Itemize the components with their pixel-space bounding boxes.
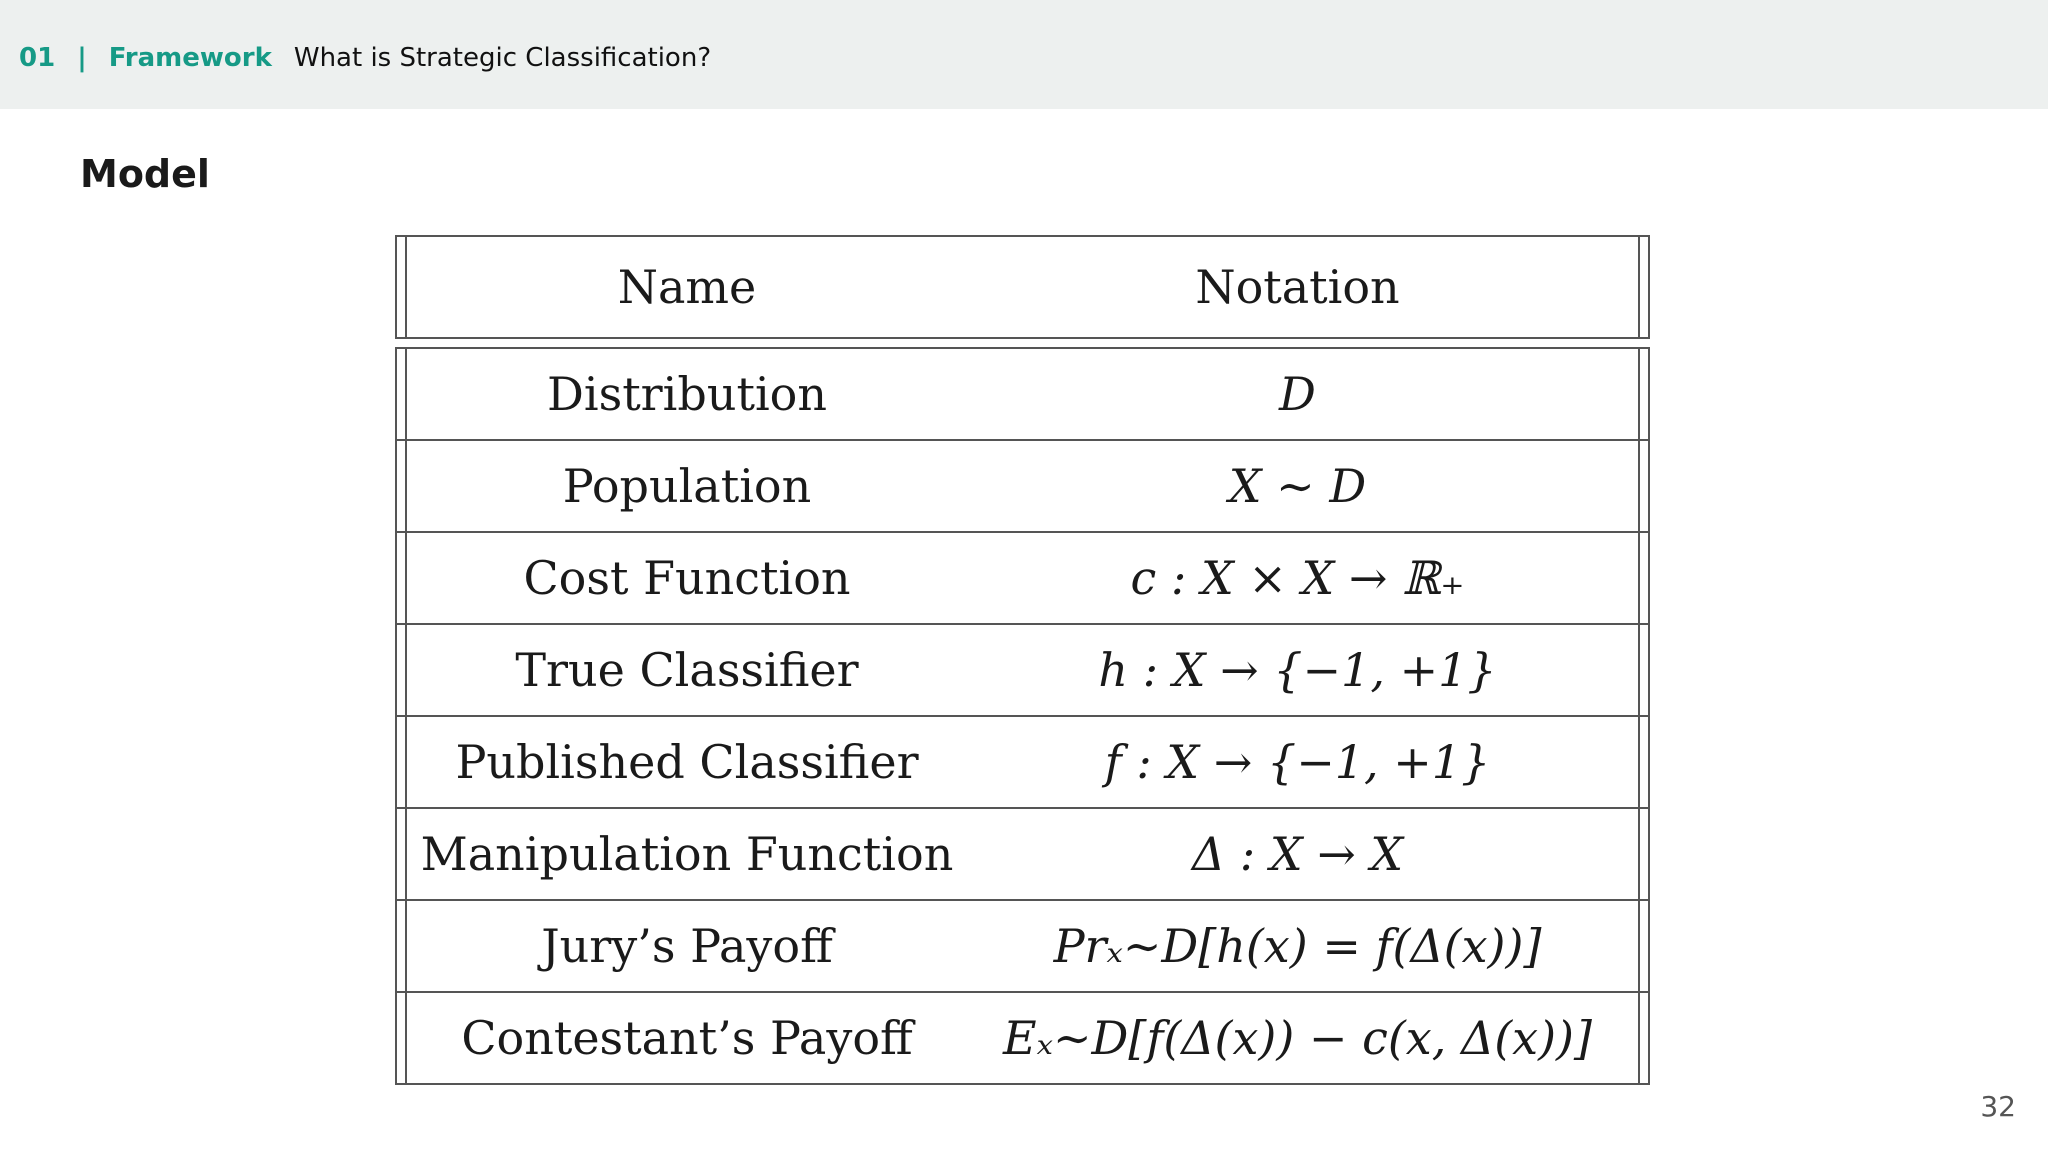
breadcrumb [19, 40, 711, 76]
row-notation: h : X → {−1, +1} [1098, 643, 1497, 697]
section-number: 01 [19, 43, 56, 73]
row-notation: Δ : X → X [1191, 827, 1404, 881]
table-row [397, 807, 1648, 899]
column-header-name: Name [617, 260, 757, 314]
row-name: Cost Function [523, 551, 851, 605]
section-separator: | [77, 43, 87, 73]
row-notation: Prₓ∼D[h(x) = f(Δ(x))] [1053, 919, 1542, 973]
row-name: Jury’s Payoff [541, 919, 833, 973]
row-name: Distribution [547, 367, 827, 421]
notation-table [395, 235, 1650, 1085]
row-notation: f : X → {−1, +1} [1104, 735, 1491, 789]
table-row [397, 531, 1648, 623]
row-notation: X ∼ D [1228, 459, 1367, 513]
row-notation: c : X × X → ℝ₊ [1130, 551, 1465, 605]
table-header-row [397, 237, 1648, 337]
row-notation: Eₓ∼D[f(Δ(x)) − c(x, Δ(x))] [1003, 1011, 1592, 1065]
row-name: True Classifier [515, 643, 859, 697]
header-bar [0, 0, 2048, 109]
table-row [397, 715, 1648, 807]
row-name: Contestant’s Payoff [461, 1011, 913, 1065]
section-name: Framework [108, 43, 272, 73]
table-row [397, 623, 1648, 715]
table-row [397, 439, 1648, 531]
page-number: 32 [1980, 1090, 2016, 1123]
table-row [397, 349, 1648, 439]
table-row [397, 991, 1648, 1083]
table-header [395, 235, 1650, 339]
row-name: Published Classifier [455, 735, 919, 789]
slide-heading: Model [80, 152, 210, 196]
column-header-notation: Notation [1195, 260, 1400, 314]
slide-title: What is Strategic Classification? [293, 43, 712, 73]
table-row [397, 899, 1648, 991]
row-name: Population [562, 459, 812, 513]
row-name: Manipulation Function [420, 827, 954, 881]
table-body [395, 347, 1650, 1085]
row-notation: D [1279, 367, 1316, 421]
